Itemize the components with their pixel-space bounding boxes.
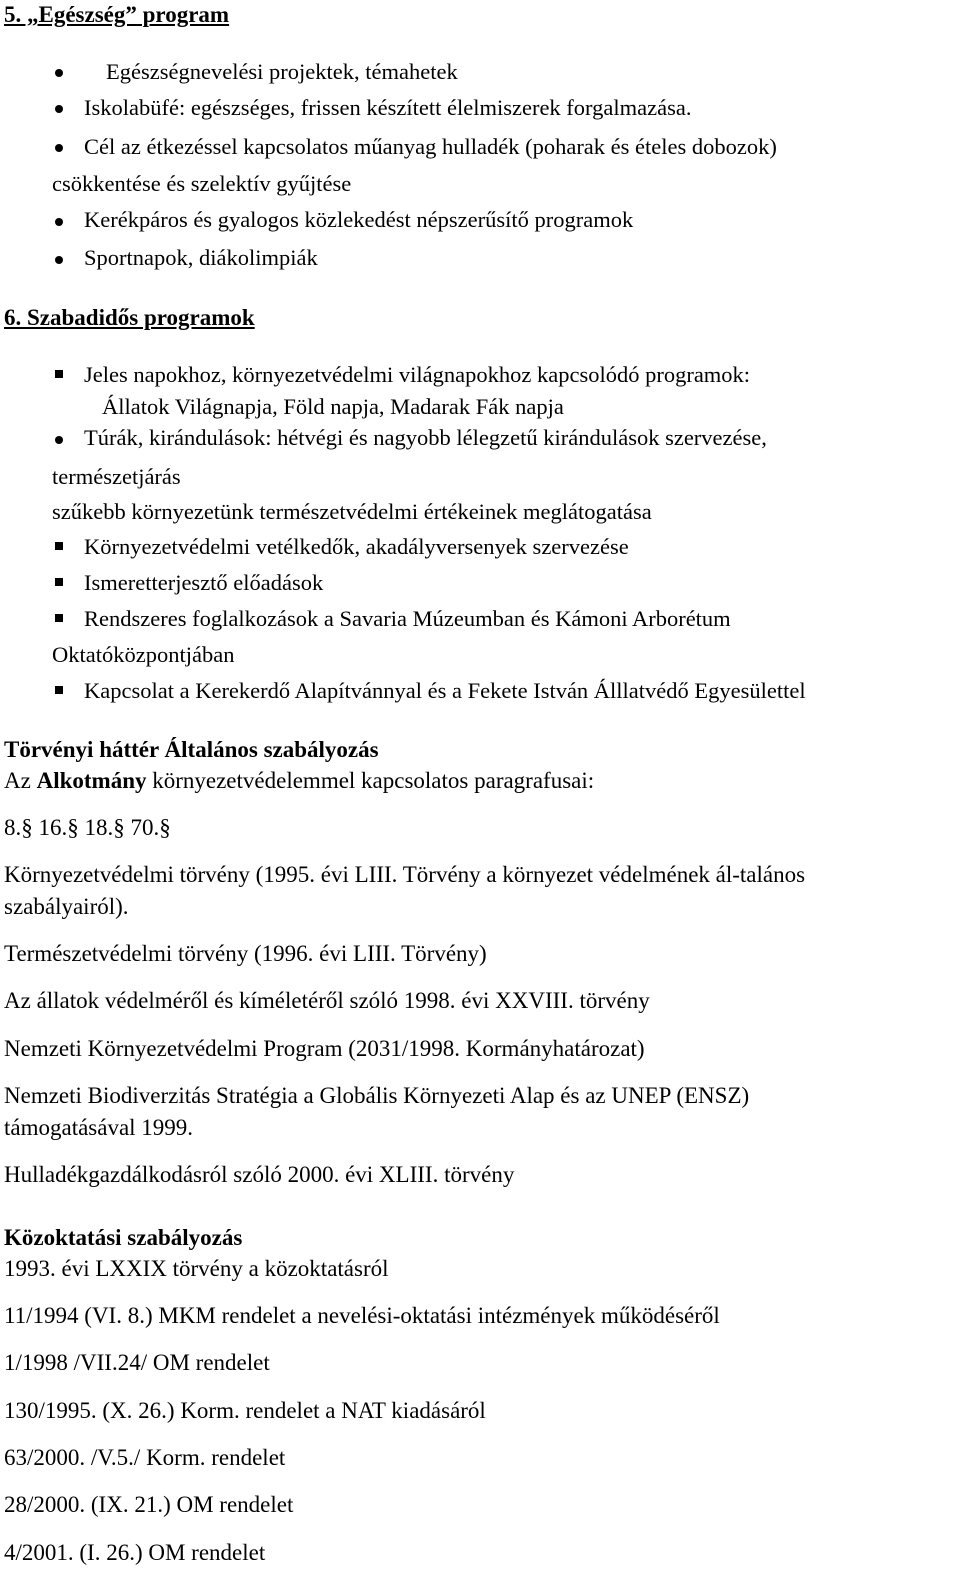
list-item: Egészségnevelési projektek, témahetek [106,59,458,84]
section-5-title: 5. „Egészség” program [4,2,230,27]
list-item: Túrák, kirándulások: hétvégi és nagyobb lélegzetű kirándulások szervezése, [84,425,767,450]
regulation-item: 1/1998 /VII.24/ OM rendelet [4,1350,270,1375]
list-item: Iskolabüfé: egészséges, frissen készített élelmiszerek forgalmazása. [84,95,692,120]
law-item: Nemzeti Környezetvédelmi Program (2031/1998. Kormányhatározat) [4,1036,645,1061]
constitution-prefix: Az [4,768,37,793]
list-item-continuation: Oktatóközpontjában [52,642,235,667]
regulation-item: 130/1995. (X. 26.) Korm. rendelet a NAT kiadásáról [4,1398,486,1423]
list-item-continuation: Állatok Világnapja, Föld napja, Madarak Fák napja [102,394,564,419]
list-item: Környezetvédelmi vetélkedők, akadályversenyek szervezése [84,534,629,559]
regulation-item: 28/2000. (IX. 21.) OM rendelet [4,1492,294,1517]
list-item: Kapcsolat a Kerekerdő Alapítvánnyal és a Fekete István Álllatvédő Egyesülettel [84,678,806,703]
bullet-dot-icon [55,105,63,113]
law-item: Az állatok védelméről és kíméletéről szóló 1998. évi XXVIII. törvény [4,988,650,1013]
bullet-square-icon [55,370,63,378]
bullet-dot-icon [55,144,63,152]
bullet-square-icon [55,614,63,622]
law-item-continuation: szabályairól). [4,894,129,919]
constitution-line [4,766,594,796]
paragraph: szűkebb környezetünk természetvédelmi értékeinek meglátogatása [52,499,652,524]
bullet-dot-icon [55,69,63,77]
regulation-item: 4/2001. (I. 26.) OM rendelet [4,1540,266,1565]
bullet-square-icon [55,686,63,694]
list-item-continuation: természetjárás [52,464,181,489]
list-item: Rendszeres foglalkozások a Savaria Múzeumban és Kámoni Arborétum [84,606,731,631]
bullet-square-icon [55,542,63,550]
bullet-dot-icon [55,256,63,264]
law-item: Természetvédelmi törvény (1996. évi LIII. Törvény) [4,941,487,966]
bullet-square-icon [55,578,63,586]
law-item: Nemzeti Biodiverzitás Stratégia a Globális Környezeti Alap és az UNEP (ENSZ) [4,1083,750,1108]
list-item-continuation: csökkentése és szelektív gyűjtése [52,171,352,196]
education-heading: Közoktatási szabályozás [4,1225,243,1250]
regulation-item: 11/1994 (VI. 8.) MKM rendelet a nevelési-oktatási intézmények működéséről [4,1303,720,1328]
list-item: Jeles napokhoz, környezetvédelmi világnapokhoz kapcsolódó programok: [84,362,751,387]
law-item: Hulladékgazdálkodásról szóló 2000. évi XLIII. törvény [4,1162,515,1187]
section-6-title: 6. Szabadidős programok [4,305,255,330]
law-item-continuation: támogatásával 1999. [4,1115,194,1140]
bullet-dot-icon [55,218,63,226]
regulation-item: 1993. évi LXXIX törvény a közoktatásról [4,1256,389,1281]
legal-heading: Törvényi háttér Általános szabályozás [4,737,379,762]
law-item: Környezetvédelmi törvény (1995. évi LIII. Törvény a környezet védelmének ál-talános [4,862,806,887]
paragraph-numbers: 8.§ 16.§ 18.§ 70.§ [4,815,171,840]
regulation-item: 63/2000. /V.5./ Korm. rendelet [4,1445,286,1470]
list-item: Cél az étkezéssel kapcsolatos műanyag hulladék (poharak és ételes dobozok) [84,134,777,159]
bullet-dot-icon [55,436,63,444]
list-item: Kerékpáros és gyalogos közlekedést népszerűsítő programok [84,207,634,232]
constitution-word: Alkotmány [36,768,147,793]
constitution-suffix: környezetvédelemmel kapcsolatos paragrafusai: [146,768,595,793]
list-item: Sportnapok, diákolimpiák [84,245,318,270]
list-item: Ismeretterjesztő előadások [84,570,324,595]
